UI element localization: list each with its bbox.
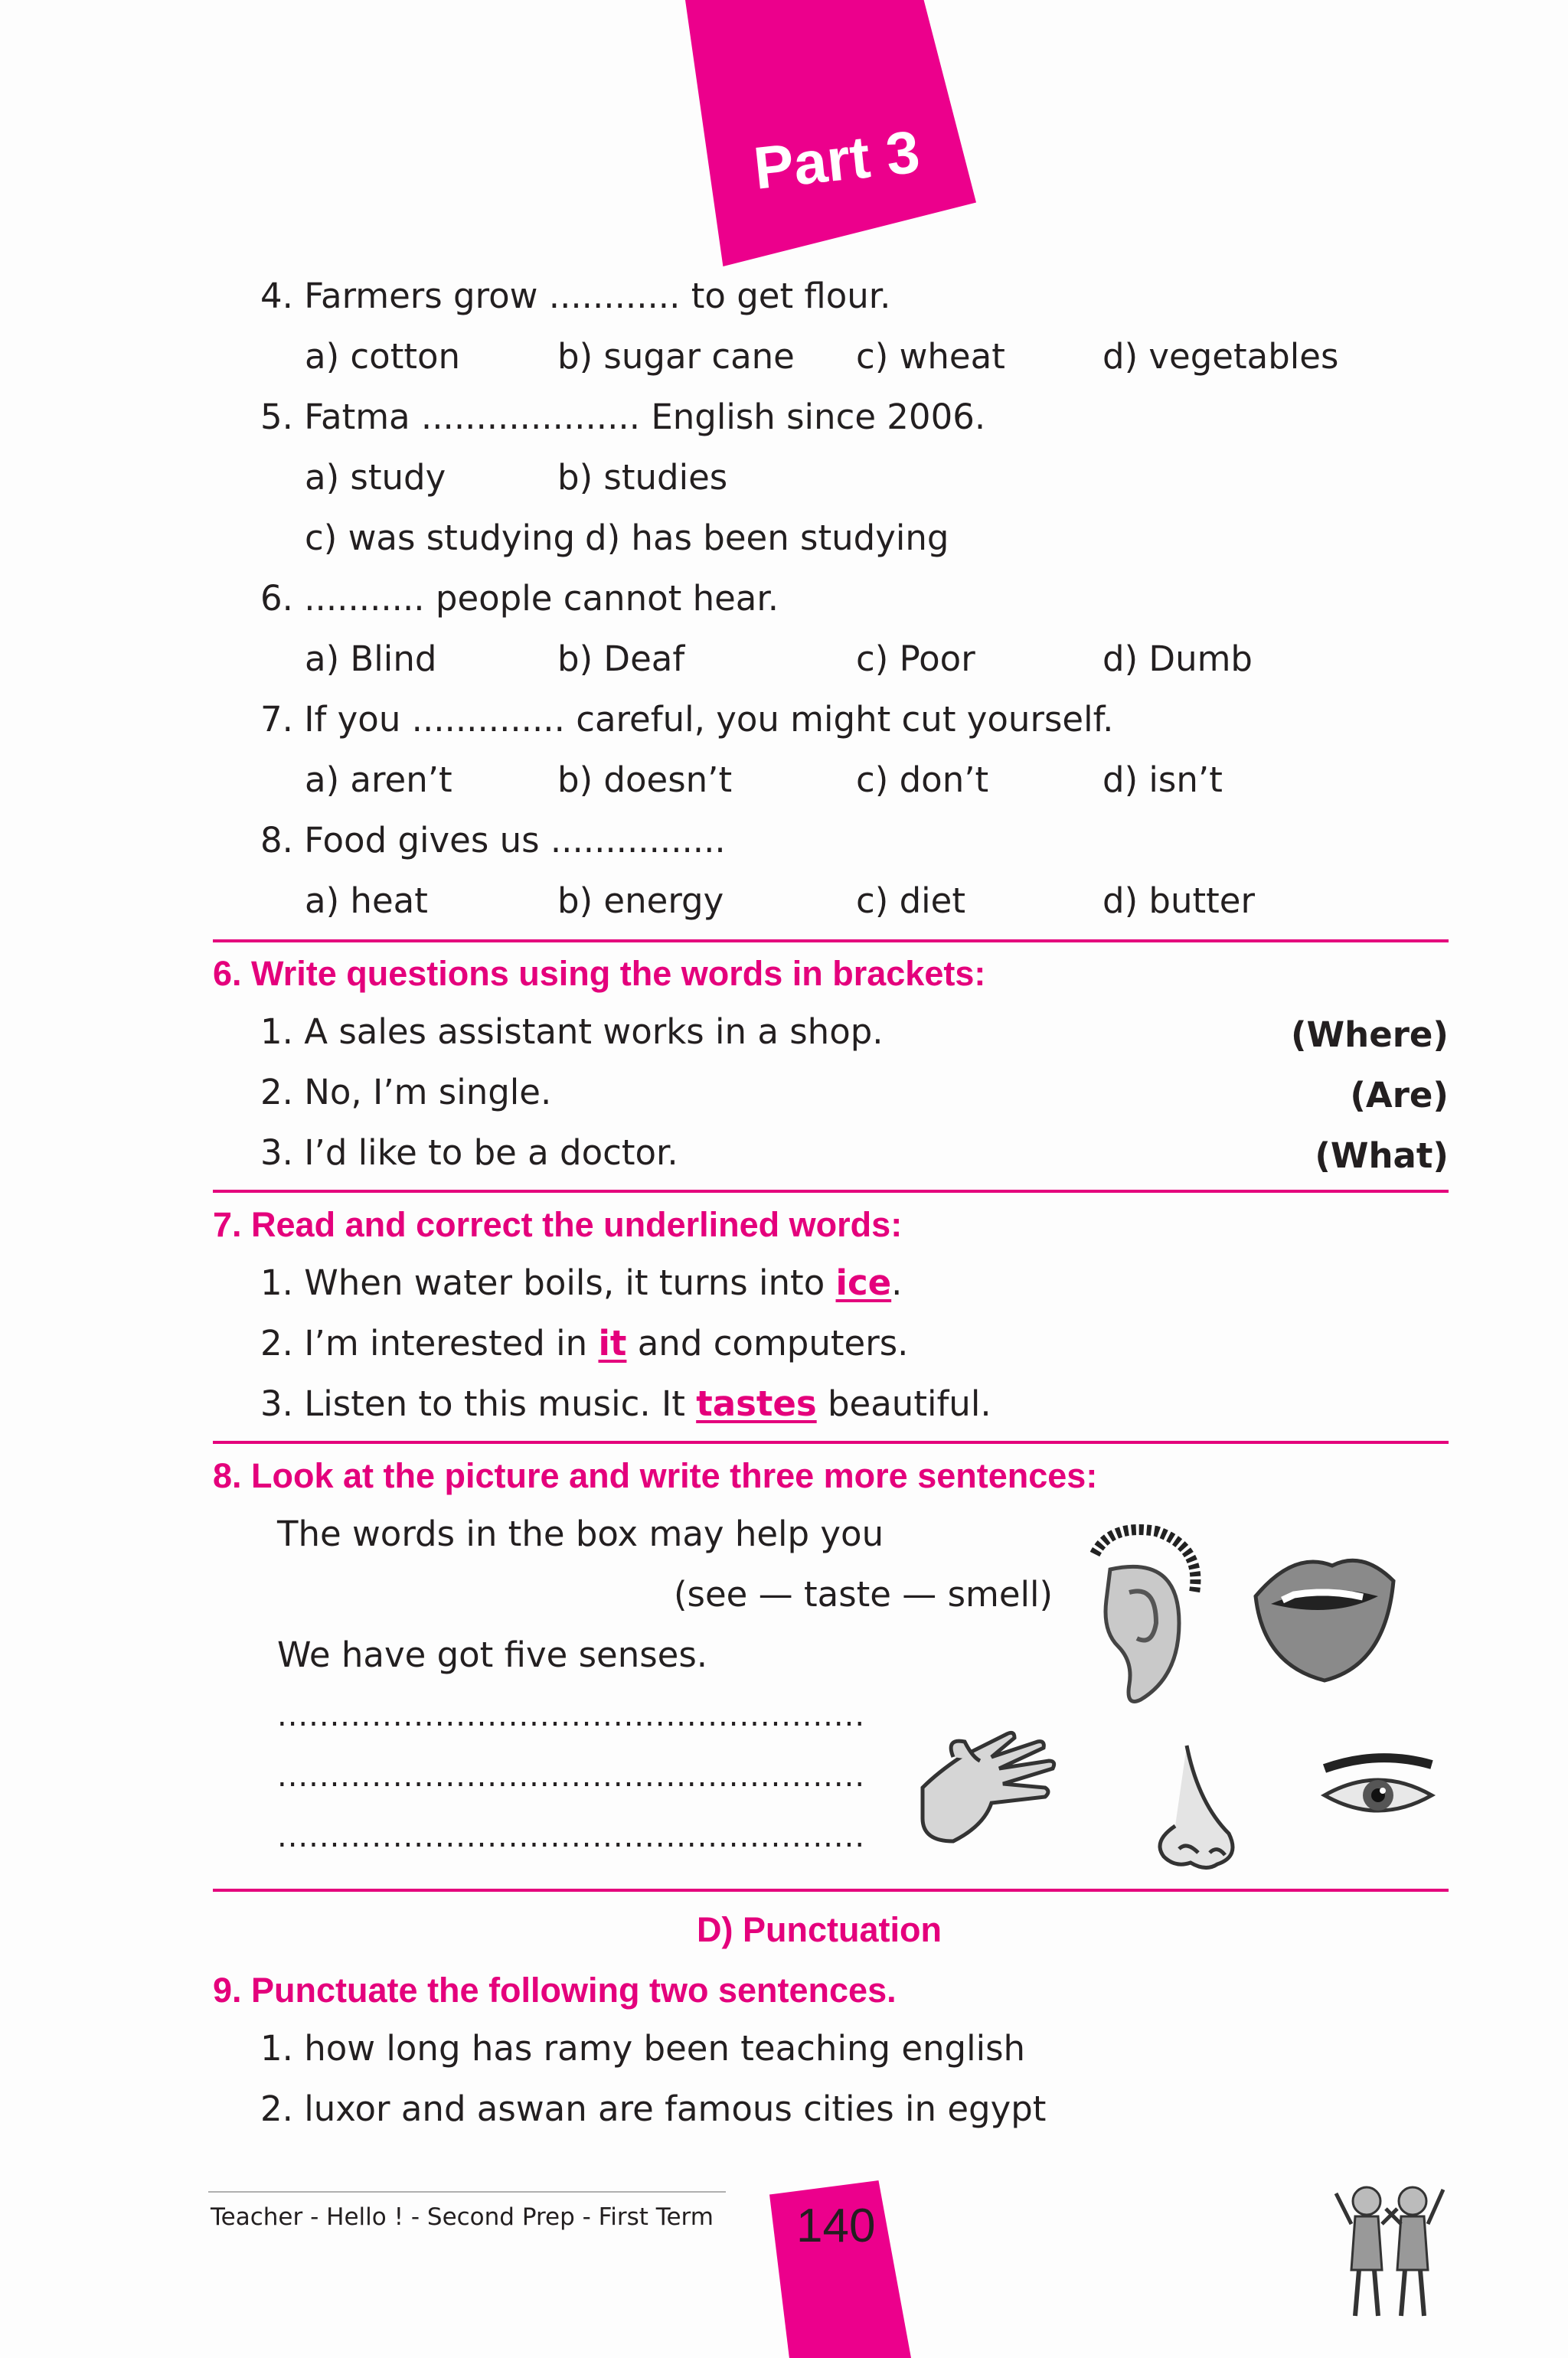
bracket-hint: (Where) (1290, 1014, 1449, 1055)
ear-icon (1064, 1524, 1217, 1715)
option: a) study (305, 457, 446, 498)
option: b) studies (557, 457, 728, 498)
sentence-text: 1. When water boils, it turns into (260, 1262, 836, 1303)
section-7-item-1 (260, 1262, 903, 1303)
option: c) was studying (305, 518, 576, 558)
nose-icon (1145, 1742, 1244, 1880)
section-9-heading: 9. Punctuate the following two sentences. (213, 1971, 897, 2010)
question-8-stem: 8. Food gives us ................ (260, 820, 726, 861)
option: b) doesn’t (557, 759, 733, 800)
footer-rule (208, 2191, 726, 2193)
example-sentence: We have got five senses. (277, 1635, 708, 1675)
sentence-text: beautiful. (816, 1383, 991, 1424)
eye-icon (1317, 1749, 1439, 1834)
question-6-stem: 6. ........... people cannot hear. (260, 578, 779, 619)
underlined-word: it (598, 1323, 627, 1364)
section-7-item-3 (260, 1383, 991, 1424)
section-6-item-2: 2. No, I’m single. (260, 1072, 552, 1112)
section-divider (213, 939, 1449, 942)
section-divider (213, 1889, 1449, 1892)
option: a) aren’t (305, 759, 452, 800)
option: c) don’t (856, 759, 989, 800)
underlined-word: ice (835, 1262, 892, 1303)
option: d) Dumb (1102, 638, 1253, 679)
option: c) wheat (856, 336, 1005, 377)
section-6-item-3: 3. I’d like to be a doctor. (260, 1132, 678, 1173)
section-8-heading: 8. Look at the picture and write three more sentences: (213, 1456, 1098, 1495)
section-7-item-2 (260, 1323, 909, 1364)
option: a) cotton (305, 336, 461, 377)
kids-illustration-icon (1328, 2170, 1451, 2324)
question-5-stem: 5. Fatma .................... English since 2006. (260, 397, 986, 437)
answer-line[interactable]: ........................................................ (277, 1819, 866, 1854)
answer-line[interactable]: ........................................................ (277, 1759, 866, 1794)
page-number: 140 (796, 2200, 876, 2252)
option: b) energy (557, 880, 724, 921)
hand-icon (907, 1726, 1076, 1849)
underlined-word: tastes (696, 1383, 817, 1424)
sentence-text: 2. I’m interested in (260, 1323, 599, 1364)
section-9-item-2: 2. luxor and aswan are famous cities in egypt (260, 2089, 1047, 2129)
option: c) diet (856, 880, 965, 921)
section-d-heading: D) Punctuation (697, 1910, 942, 1949)
answer-line[interactable]: ........................................................ (277, 1698, 866, 1733)
section-7-heading: 7. Read and correct the underlined words: (213, 1205, 903, 1244)
option: d) isn’t (1102, 759, 1223, 800)
option: b) sugar cane (557, 336, 795, 377)
option: d) butter (1102, 880, 1255, 921)
sentence-text: 3. Listen to this music. It (260, 1383, 697, 1424)
option: a) heat (305, 880, 428, 921)
question-7-stem: 7. If you .............. careful, you might cut yourself. (260, 699, 1114, 740)
section-divider (213, 1190, 1449, 1193)
option: c) Poor (856, 638, 975, 679)
part-title: Part 3 (750, 117, 923, 202)
option: d) vegetables (1102, 336, 1339, 377)
word-box: (see — taste — smell) (674, 1574, 1054, 1615)
mouth-icon (1248, 1550, 1397, 1684)
sentence-text: . (891, 1262, 903, 1303)
sentence-text: and computers. (626, 1323, 909, 1364)
option: a) Blind (305, 638, 437, 679)
section-9-item-1: 1. how long has ramy been teaching english (260, 2028, 1026, 2069)
section-6-heading: 6. Write questions using the words in brackets: (213, 954, 986, 993)
question-4-stem: 4. Farmers grow ............ to get flour. (260, 276, 891, 316)
footer-book-title: Teacher - Hello ! - Second Prep - First Term (211, 2203, 714, 2231)
section-6-item-1: 1. A sales assistant works in a shop. (260, 1011, 884, 1052)
word-box-intro: The words in the box may help you (277, 1514, 884, 1554)
option: b) Deaf (557, 638, 685, 679)
option: d) has been studying (585, 518, 949, 558)
section-divider (213, 1441, 1449, 1444)
bracket-hint: (Are) (1350, 1075, 1449, 1115)
bracket-hint: (What) (1315, 1135, 1449, 1176)
